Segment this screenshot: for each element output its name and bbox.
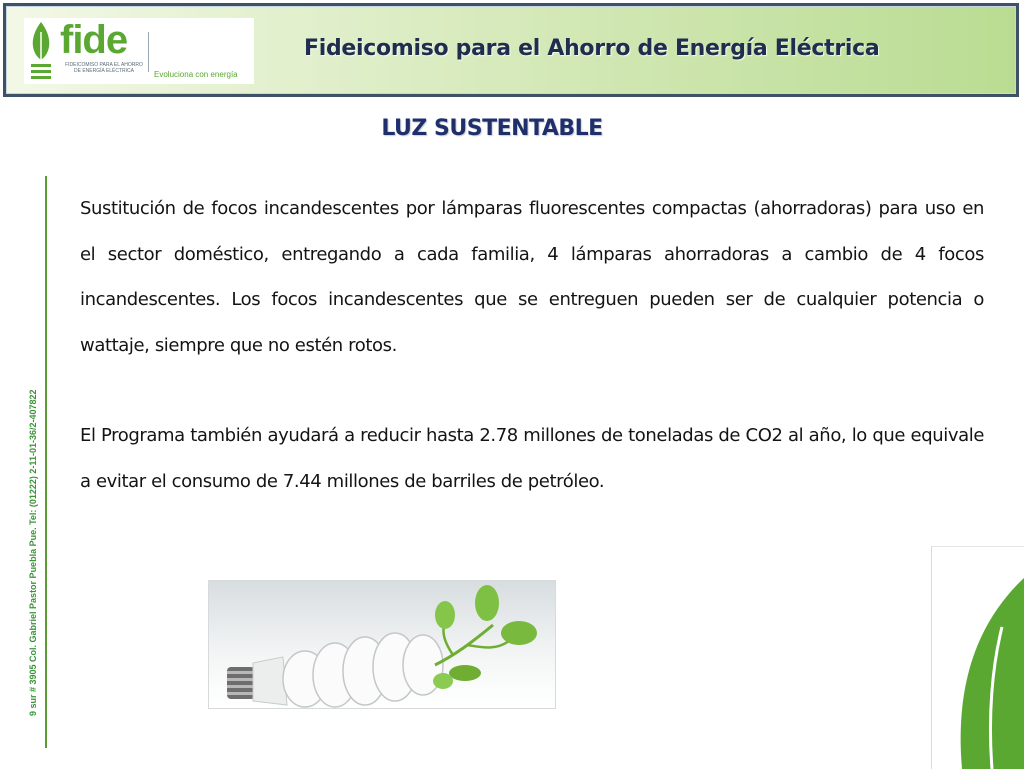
leaf-logo-icon bbox=[28, 20, 54, 82]
header-title: Fideicomiso para el Ahorro de Energía Eléctrica bbox=[304, 36, 880, 61]
bulb-with-leaves-image bbox=[208, 580, 556, 709]
slide-title bbox=[0, 116, 984, 141]
logo-divider bbox=[148, 32, 149, 72]
header-banner bbox=[3, 3, 1019, 97]
logo-subtitle: FIDEICOMISO PARA EL AHORRO DE ENERGÍA ELÉCTRICA bbox=[65, 62, 143, 74]
paragraph-spacer bbox=[80, 368, 984, 413]
leaf-decoration-icon bbox=[932, 547, 1024, 769]
body-paragraph-2: El Programa también ayudará a reducir hasta 2.78 millones de toneladas de CO2 al año, lo que equivale a evitar el consumo de 7.44 millones de barriles de petróleo. bbox=[80, 425, 984, 492]
body-paragraph-1: Sustitución de focos incandescentes por lámparas fluorescentes compactas (ahorradoras) para uso en el sector doméstico, entregando a cada familia, 4 lámparas ahorradoras a cambio de 4 focos incandescentes. Los focos incandescentes que se entreguen pueden ser de cualquier potencia o wattaje, siempre que no estén rotos. bbox=[80, 198, 984, 356]
fide-logo bbox=[24, 18, 254, 84]
slide-title-text: LUZ SUSTENTABLE bbox=[381, 116, 603, 141]
logo-wordmark: fide bbox=[60, 18, 128, 62]
logo-tagline: Evoluciona con energía bbox=[154, 70, 238, 79]
green-vertical-rule bbox=[45, 176, 47, 748]
contact-address: 9 sur # 3905 Col. Gabriel Pastor Puebla Pue. Tel: (01222) 2-11-01-36/2-407822 bbox=[28, 389, 38, 716]
slide-body bbox=[80, 186, 984, 504]
green-leaf-decoration bbox=[931, 546, 1024, 769]
bulb-illustration bbox=[209, 581, 555, 708]
